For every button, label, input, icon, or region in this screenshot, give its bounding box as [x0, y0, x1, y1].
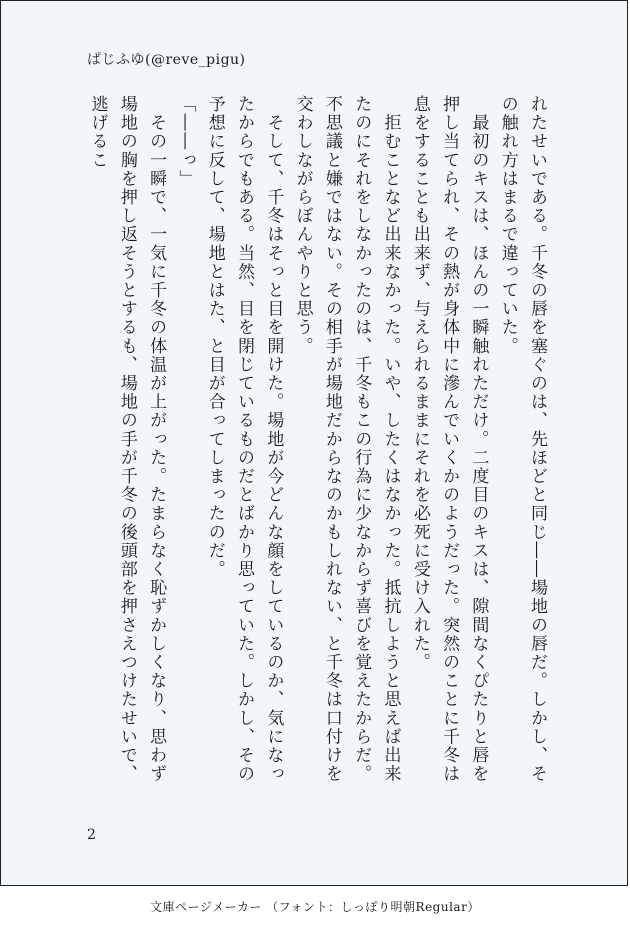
paragraph-1: れたせいである。千冬の唇を塞ぐのは、先ほどと同じ――場地の唇だ。しかし、その触れ方はまるで違っていた。 [497, 95, 547, 784]
vertical-text-body [87, 95, 551, 795]
author-credit: ぱじふゆ(@reve_pigu) [87, 52, 246, 68]
page-number: 2 [87, 827, 96, 843]
paragraph-6: その一瞬で、一気に千冬の体温が上がった。たまらなく恥ずかしくなり、思わず場地の胸を押し返そうとするも、場地の手が千冬の後頭部を押さえつけたせいで、逃げるこ [87, 95, 167, 784]
paragraph-3: 拒むことなど出来なかった。いや、したくはなかった。抵抗しようと思えば出来たのにそれをしなかったのは、千冬もこの行為に少なからず喜びを覚えたからだ。不思議と嫌ではない。その相手が場地だからなのかもしれない、と千冬は口付けを交わしながらぼんやりと思う。 [292, 95, 401, 784]
footer-credit: 文庫ページメーカー （フォント：しっぽり明朝Regular） [150, 900, 480, 914]
paragraph-4: そして、千冬はそっと目を開けた。場地が今どんな顔をしているのか、気になったからでもある。当然、目を閉じているものだとばかり思っていた。しかし、その予想に反して、場地とはた、と目が合ってしまったのだ。 [204, 95, 284, 784]
paragraph-2: 最初のキスは、ほんの一瞬触れただけ。二度目のキスは、隙間なくぴたりと唇を押し当てられ、その熱が身体中に滲んでいくかのようだった。突然のことに千冬は息をすることも出来ず、与えられるままにそれを必死に受け入れた。 [409, 95, 489, 784]
paragraph-5: 「――っ」 [175, 95, 196, 188]
